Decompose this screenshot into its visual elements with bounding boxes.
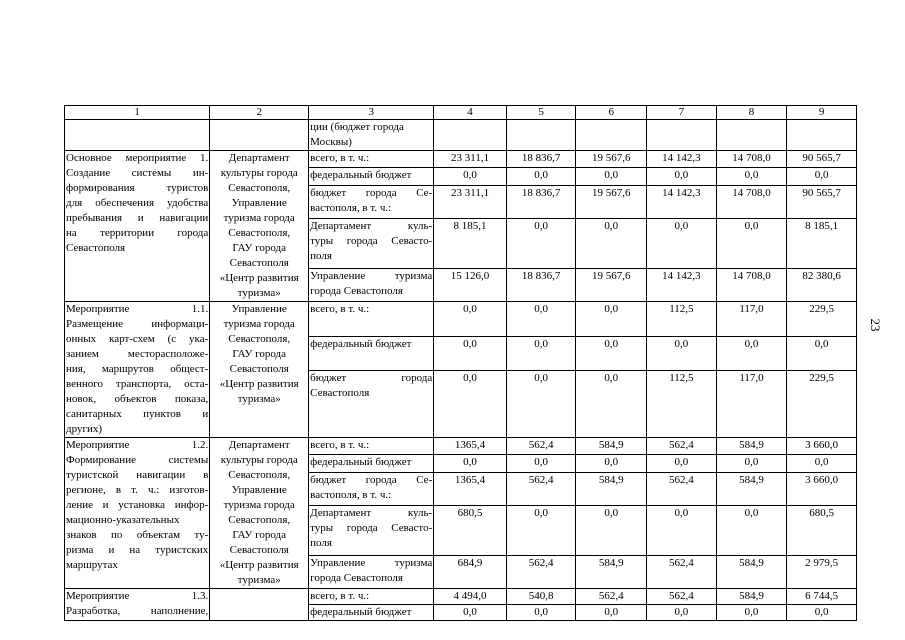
amount-cell: 0,0: [576, 455, 647, 472]
amount-cell: 684,9: [434, 555, 507, 588]
cell-line: пребывания и навигации: [66, 212, 209, 224]
cell-line: поля: [310, 249, 332, 262]
funding-source-cell: [309, 120, 434, 151]
cell-line: Создание системы ин-: [66, 167, 209, 179]
empty-cell: [506, 120, 576, 151]
cell-line: бюджет города: [310, 372, 433, 385]
column-number: 6: [576, 106, 647, 120]
amount-cell: 117,0: [716, 302, 787, 337]
amount-cell: 0,0: [506, 218, 576, 268]
cell-line: федеральный бюджет: [310, 169, 412, 182]
amount-cell: 680,5: [787, 505, 857, 555]
amount-cell: 14 142,3: [647, 151, 717, 168]
amount-cell: 562,4: [647, 438, 717, 455]
cell-line: для обеспечения удобства: [66, 197, 209, 209]
cell-line: других): [66, 423, 103, 435]
cell-line: Севастополя: [229, 363, 289, 375]
cell-line: ГАУ города: [232, 529, 286, 541]
cell-line: туризма города: [223, 499, 295, 511]
cell-line: Управление туризма: [310, 269, 433, 282]
amount-cell: 584,9: [716, 555, 787, 588]
cell-line: всего, в т. ч.:: [310, 590, 370, 602]
amount-cell: 0,0: [716, 218, 787, 268]
cell-line: формирования туристов: [66, 182, 209, 194]
cell-line: Основное мероприятие 1.: [66, 152, 209, 164]
empty-cell: [210, 120, 309, 151]
cell-line: Севастополя,: [228, 469, 291, 481]
amount-cell: 0,0: [506, 455, 576, 472]
column-number: 5: [506, 106, 576, 120]
cell-line: поля: [310, 536, 332, 549]
table-row: [65, 438, 857, 455]
amount-cell: 23 311,1: [434, 185, 507, 218]
amount-cell: 562,4: [506, 472, 576, 505]
amount-cell: 0,0: [434, 168, 507, 185]
measure-description-cell: [65, 589, 210, 621]
amount-cell: 0,0: [647, 218, 717, 268]
cell-line: вастополя, в т. ч.:: [310, 201, 392, 214]
executor-cell: [210, 302, 309, 438]
cell-line: федеральный бюджет: [310, 606, 412, 618]
amount-cell: 1365,4: [434, 472, 507, 505]
continuation-row: [65, 120, 857, 151]
cell-line: туризма города: [223, 212, 295, 224]
funding-source-cell: [309, 455, 434, 472]
column-number: 3: [309, 106, 434, 120]
amount-cell: 0,0: [647, 168, 717, 185]
amount-cell: 584,9: [576, 555, 647, 588]
cell-line: федеральный бюджет: [310, 337, 412, 350]
cell-line: ризма и на туристских: [66, 544, 209, 556]
cell-line: Севастополя: [229, 257, 289, 269]
column-number: 1: [65, 106, 210, 120]
amount-cell: 0,0: [506, 302, 576, 337]
cell-line: культуры города: [220, 167, 298, 179]
amount-cell: 18 836,7: [506, 268, 576, 301]
page-number: 23: [868, 318, 883, 332]
cell-line: Мероприятие 1.2.: [66, 439, 209, 451]
amount-cell: 584,9: [576, 472, 647, 505]
funding-source-cell: [309, 185, 434, 218]
cell-line: всего, в т. ч.:: [310, 439, 370, 451]
amount-cell: 8 185,1: [434, 218, 507, 268]
cell-line: туризма»: [237, 393, 281, 405]
amount-cell: 1365,4: [434, 438, 507, 455]
amount-cell: 14 142,3: [647, 268, 717, 301]
cell-line: Севастополя,: [228, 182, 291, 194]
cell-line: туризма»: [237, 574, 281, 586]
amount-cell: 0,0: [576, 371, 647, 438]
amount-cell: 3 660,0: [787, 472, 857, 505]
funding-source-cell: [309, 505, 434, 555]
column-number: 4: [434, 106, 507, 120]
cell-line: Мероприятие 1.1.: [66, 303, 209, 315]
amount-cell: 562,4: [506, 555, 576, 588]
amount-cell: 23 311,1: [434, 151, 507, 168]
cell-line: Управление: [231, 197, 287, 209]
funding-source-cell: [309, 371, 434, 438]
amount-cell: 0,0: [647, 455, 717, 472]
executor-cell: [210, 151, 309, 302]
header-row: [65, 106, 857, 120]
empty-cell: [647, 120, 717, 151]
funding-source-cell: [309, 589, 434, 605]
cell-line: Управление: [231, 303, 287, 315]
column-number: 7: [647, 106, 717, 120]
cell-line: туристской навигации в: [66, 469, 209, 481]
amount-cell: 4 494,0: [434, 589, 507, 605]
amount-cell: 112,5: [647, 302, 717, 337]
empty-cell: [434, 120, 507, 151]
cell-line: Севастополя: [310, 387, 370, 400]
cell-line: Мероприятие 1.3.: [66, 590, 209, 602]
cell-line: Департамент куль-: [310, 506, 433, 519]
amount-cell: 562,4: [647, 555, 717, 588]
amount-cell: 584,9: [716, 589, 787, 605]
amount-cell: 0,0: [647, 336, 717, 371]
amount-cell: 540,8: [506, 589, 576, 605]
amount-cell: 0,0: [716, 455, 787, 472]
amount-cell: 0,0: [576, 336, 647, 371]
cell-line: знаков по объектам ту-: [66, 529, 209, 541]
amount-cell: 0,0: [576, 605, 647, 621]
cell-line: Департамент: [228, 152, 290, 164]
amount-cell: 14 142,3: [647, 185, 717, 218]
cell-line: мационно-указательных: [66, 514, 180, 526]
amount-cell: 0,0: [716, 336, 787, 371]
amount-cell: 0,0: [434, 371, 507, 438]
table-row: [65, 302, 857, 337]
amount-cell: 0,0: [434, 336, 507, 371]
cell-line: регионе, в т. ч.: изготов-: [66, 484, 209, 496]
cell-line: занием месторасположе-: [66, 348, 209, 360]
executor-cell: [210, 589, 309, 621]
amount-cell: 0,0: [647, 605, 717, 621]
measure-description-cell: [65, 151, 210, 302]
empty-cell: [716, 120, 787, 151]
measure-description-cell: [65, 438, 210, 589]
cell-line: Управление: [231, 484, 287, 496]
funding-source-cell: [309, 151, 434, 168]
cell-line: «Центр развития: [219, 378, 299, 390]
cell-line: ление и установка инфор-: [66, 499, 209, 511]
amount-cell: 14 708,0: [716, 185, 787, 218]
executor-cell: [210, 438, 309, 589]
amount-cell: 0,0: [434, 455, 507, 472]
amount-cell: 562,4: [506, 438, 576, 455]
cell-line: Севастополя: [229, 544, 289, 556]
amount-cell: 584,9: [716, 472, 787, 505]
amount-cell: 0,0: [506, 371, 576, 438]
funding-source-cell: [309, 218, 434, 268]
amount-cell: 0,0: [434, 302, 507, 337]
table-row: [65, 589, 857, 605]
cell-line: бюджет города Се-: [310, 473, 433, 486]
amount-cell: 0,0: [787, 605, 857, 621]
cell-line: «Центр развития: [219, 272, 299, 284]
funding-source-cell: [309, 555, 434, 588]
cell-line: на территории города: [66, 227, 209, 239]
cell-line: Москвы): [310, 136, 352, 148]
cell-line: всего, в т. ч.:: [310, 152, 370, 164]
amount-cell: 0,0: [716, 505, 787, 555]
cell-line: туры города Севасто-: [310, 521, 433, 534]
measure-description-cell: [65, 302, 210, 438]
amount-cell: 117,0: [716, 371, 787, 438]
column-number: 9: [787, 106, 857, 120]
amount-cell: 229,5: [787, 302, 857, 337]
amount-cell: 14 708,0: [716, 151, 787, 168]
amount-cell: 8 185,1: [787, 218, 857, 268]
cell-line: ции (бюджет города: [310, 121, 404, 133]
funding-source-cell: [309, 438, 434, 455]
cell-line: Формирование системы: [66, 454, 209, 466]
amount-cell: 0,0: [787, 336, 857, 371]
cell-line: федеральный бюджет: [310, 456, 412, 469]
amount-cell: 18 836,7: [506, 185, 576, 218]
amount-cell: 0,0: [716, 168, 787, 185]
amount-cell: 0,0: [716, 605, 787, 621]
amount-cell: 19 567,6: [576, 268, 647, 301]
amount-cell: 90 565,7: [787, 185, 857, 218]
amount-cell: 0,0: [647, 505, 717, 555]
budget-table: [64, 105, 857, 621]
funding-source-cell: [309, 168, 434, 185]
column-number: 2: [210, 106, 309, 120]
cell-line: Департамент куль-: [310, 219, 433, 232]
amount-cell: 18 836,7: [506, 151, 576, 168]
amount-cell: 0,0: [787, 168, 857, 185]
cell-line: Размещение информаци-: [66, 318, 209, 330]
cell-line: ния, маршрутов общест-: [66, 363, 209, 375]
amount-cell: 2 979,5: [787, 555, 857, 588]
cell-line: города Севастополя: [310, 284, 403, 297]
cell-line: санитарных пунктов и: [66, 408, 209, 420]
amount-cell: 562,4: [647, 472, 717, 505]
cell-line: всего, в т. ч.:: [310, 303, 370, 315]
amount-cell: 82 380,6: [787, 268, 857, 301]
cell-line: ГАУ города: [232, 348, 286, 360]
cell-line: вастополя, в т. ч.:: [310, 488, 392, 501]
amount-cell: 15 126,0: [434, 268, 507, 301]
empty-cell: [787, 120, 857, 151]
cell-line: онных карт-схем (с ука-: [66, 333, 209, 345]
amount-cell: 3 660,0: [787, 438, 857, 455]
funding-source-cell: [309, 605, 434, 621]
cell-line: маршрутах: [66, 559, 118, 571]
cell-line: Севастополя,: [228, 514, 291, 526]
amount-cell: 0,0: [787, 455, 857, 472]
amount-cell: 6 744,5: [787, 589, 857, 605]
cell-line: туризма города: [223, 318, 295, 330]
table-row: [65, 151, 857, 168]
amount-cell: 0,0: [506, 168, 576, 185]
cell-line: ГАУ города: [232, 242, 286, 254]
funding-source-cell: [309, 336, 434, 371]
amount-cell: 229,5: [787, 371, 857, 438]
amount-cell: 0,0: [576, 302, 647, 337]
amount-cell: 14 708,0: [716, 268, 787, 301]
cell-line: туризма»: [237, 287, 281, 299]
amount-cell: 0,0: [506, 505, 576, 555]
cell-line: бюджет города Се-: [310, 186, 433, 199]
amount-cell: 0,0: [434, 605, 507, 621]
amount-cell: 0,0: [576, 168, 647, 185]
funding-source-cell: [309, 268, 434, 301]
cell-line: культуры города: [220, 454, 298, 466]
amount-cell: 562,4: [576, 589, 647, 605]
cell-line: Департамент: [228, 439, 290, 451]
cell-line: венного транспорта, оста-: [66, 378, 209, 390]
amount-cell: 584,9: [716, 438, 787, 455]
cell-line: Севастополя,: [228, 333, 291, 345]
cell-line: Разработка, наполнение,: [66, 605, 209, 617]
cell-line: туры города Севасто-: [310, 234, 433, 247]
amount-cell: 90 565,7: [787, 151, 857, 168]
amount-cell: 0,0: [506, 605, 576, 621]
funding-source-cell: [309, 472, 434, 505]
amount-cell: 0,0: [506, 336, 576, 371]
cell-line: новок, объектов показа,: [66, 393, 209, 405]
empty-cell: [65, 120, 210, 151]
amount-cell: 584,9: [576, 438, 647, 455]
funding-source-cell: [309, 302, 434, 337]
column-number: 8: [716, 106, 787, 120]
amount-cell: 0,0: [576, 505, 647, 555]
cell-line: Управление туризма: [310, 556, 433, 569]
amount-cell: 562,4: [647, 589, 717, 605]
amount-cell: 680,5: [434, 505, 507, 555]
cell-line: Севастополя: [66, 242, 126, 254]
empty-cell: [576, 120, 647, 151]
cell-line: Севастополя,: [228, 227, 291, 239]
cell-line: «Центр развития: [219, 559, 299, 571]
amount-cell: 19 567,6: [576, 151, 647, 168]
amount-cell: 112,5: [647, 371, 717, 438]
amount-cell: 0,0: [576, 218, 647, 268]
cell-line: города Севастополя: [310, 571, 403, 584]
amount-cell: 19 567,6: [576, 185, 647, 218]
